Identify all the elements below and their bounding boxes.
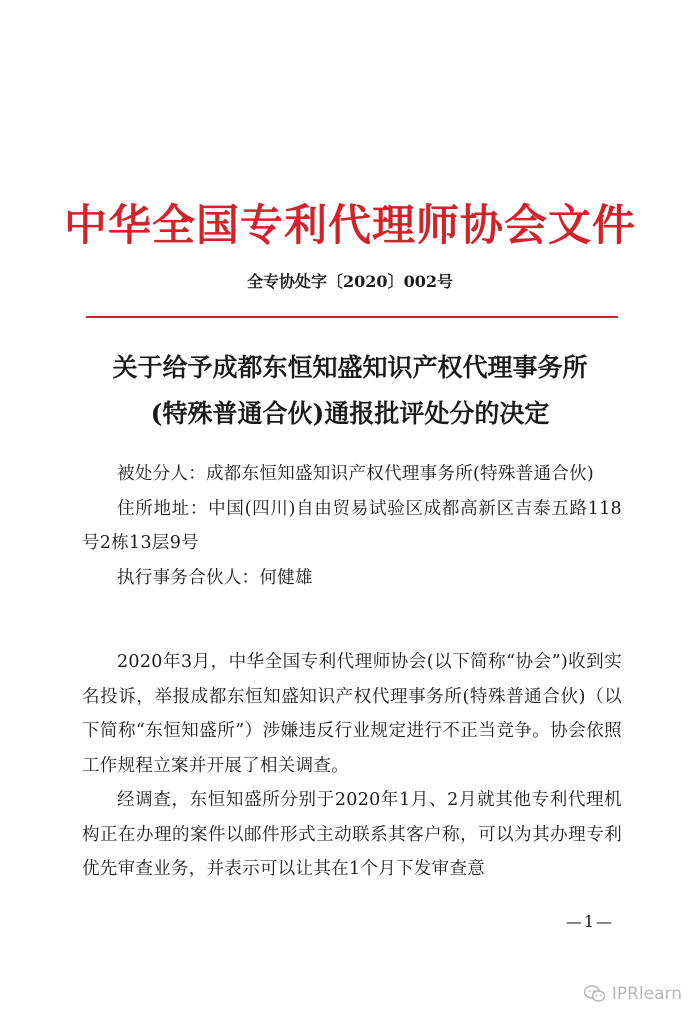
respondent-text: 被处分人：成都东恒知盛知识产权代理事务所(特殊普通合伙) <box>117 464 595 484</box>
paragraph-1: 2020年3月，中华全国专利代理师协会(以下简称“协会”)收到实名投诉，举报成都东恒知盛知识产权代理事务所(特殊普通合伙)（以下简称“东恒知盛所”）涉嫌违反行业规定进行不正当竞争。协会依照工作规程立案并开展了相关调查。 <box>82 652 622 776</box>
content-block <box>82 645 622 887</box>
document-title <box>70 345 630 437</box>
document-number: 全专协处字〔2020〕002号 <box>247 272 453 291</box>
document-masthead: 中华全国专利代理师协会文件 <box>64 201 636 251</box>
partner-text: 执行事务合伙人：何健雄 <box>117 567 313 588</box>
title-line-2: (特殊普通合伙)通报批评处分的决定 <box>150 399 550 428</box>
address-text: 住所地址：中国(四川)自由贸易试验区成都高新区吉泰五路118号2栋13层9号 <box>82 498 622 553</box>
paragraph-2: 经调查，东恒知盛所分别于2020年1月、2月就其他专利代理机构正在办理的案件以邮件形式主动联系其客户称，可以为其办理专利优先审查业务，并表示可以让其在1个月下发审查意 <box>82 790 622 879</box>
page-number: —1— <box>565 912 614 931</box>
red-divider-line <box>86 316 618 318</box>
watermark <box>584 984 682 1004</box>
watermark-text: IPRlearn <box>611 984 682 1004</box>
wechat-icon <box>584 985 606 1003</box>
title-line-1: 关于给予成都东恒知盛知识产权代理事务所 <box>112 353 588 382</box>
parties-block <box>82 457 622 595</box>
